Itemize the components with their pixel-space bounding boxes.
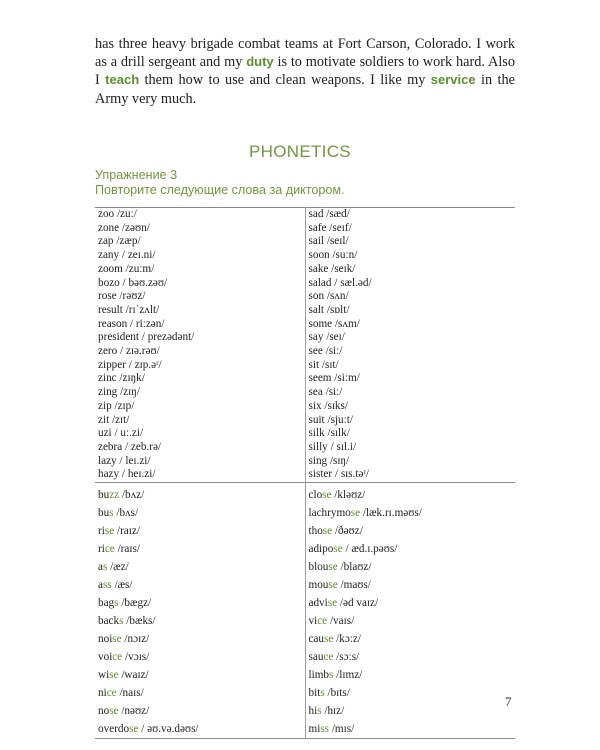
z-word-cell: zip /zɪp/: [95, 400, 305, 414]
right-word-cell: [305, 576, 515, 594]
s-word-cell: see /siː/: [308, 345, 343, 358]
transcription: /əd vaɪz/: [337, 597, 379, 610]
word-stem: ri: [98, 525, 105, 538]
transcription: /naɪs/: [116, 687, 144, 700]
word-stem: bu: [98, 489, 110, 502]
highlighted-letters: s: [329, 669, 334, 682]
table-row: [95, 414, 515, 428]
s-word-cell: sad /sæd/: [305, 208, 515, 222]
s-word-cell: silk /sɪlk/: [308, 427, 350, 440]
table-row: [95, 720, 515, 739]
table-row: [95, 304, 515, 318]
table-row: [95, 208, 515, 222]
right-word-cell: [305, 684, 515, 702]
exercise-label: Упражнение 3: [95, 168, 178, 182]
word-stem: ni: [98, 687, 107, 700]
word-stem: cau: [308, 633, 325, 646]
table-row: [95, 400, 515, 414]
s-word-cell: sit /sɪt/: [308, 358, 339, 371]
highlighted-letters: se: [104, 525, 115, 538]
word-stem: a: [98, 579, 103, 592]
transcription: /waɪz/: [118, 669, 149, 682]
s-word-cell: sea /siː/: [308, 386, 343, 399]
transcription: /bɪts/: [324, 687, 350, 700]
z-word-cell: bozo / bəʊ.zəʊ/: [95, 277, 305, 291]
word-table: [95, 207, 515, 739]
word-stem: wi: [98, 669, 110, 682]
highlighted-letters: s: [102, 561, 108, 574]
highlighted-letters: zz: [109, 489, 120, 502]
s-word-cell: salt /sɒlt/: [308, 303, 350, 316]
right-word-cell: [305, 483, 515, 505]
highlighted-letters: ce: [106, 687, 117, 700]
z-word-cell: rose /rəʊz/: [95, 290, 305, 304]
right-word-cell: [305, 522, 515, 540]
z-word-cell: zap /zæp/: [95, 235, 305, 249]
table-row: [95, 576, 515, 594]
word-stem: adipo: [308, 543, 334, 556]
z-word-cell: zipper / zɪp.əʳ/: [95, 359, 305, 373]
z-word-cell: lazy / leɪ.zi/: [95, 455, 305, 469]
s-word-cell: seem /siːm/: [308, 372, 360, 385]
table-row: [95, 372, 515, 386]
table-row: [95, 345, 515, 359]
highlighted-letters: se: [129, 723, 139, 736]
word-stem: a: [98, 561, 103, 574]
highlighted-letters: s: [119, 615, 124, 628]
table-row: [95, 427, 515, 441]
highlighted-letters: ce: [112, 651, 123, 664]
table-row: [95, 702, 515, 720]
table-row: [95, 386, 515, 400]
highlighted-letters: ce: [323, 651, 334, 664]
word-stem: vi: [308, 615, 318, 628]
transcription: /vaɪs/: [327, 615, 355, 628]
right-word-cell: [305, 702, 515, 720]
word-stem: mou: [308, 579, 329, 592]
left-word-cell: [95, 684, 305, 702]
left-word-cell: [95, 702, 305, 720]
highlight-teach: teach: [105, 72, 140, 88]
left-word-cell: [95, 594, 305, 612]
z-word-cell: hazy / heɪ.zi/: [95, 468, 305, 482]
transcription: /bægz/: [118, 597, 152, 610]
highlighted-letters: se: [324, 633, 334, 646]
table-row: [95, 455, 515, 469]
highlighted-letters: se: [109, 705, 119, 718]
transcription: /vɔɪs/: [122, 651, 150, 664]
highlighted-letters: ss: [102, 579, 112, 592]
right-word-cell: [305, 558, 515, 576]
left-word-cell: [95, 720, 305, 739]
left-word-cell: [95, 630, 305, 648]
z-word-cell: president / prezədənt/: [95, 331, 305, 345]
z-word-cell: zing /zɪŋ/: [95, 386, 305, 400]
highlighted-letters: se: [112, 633, 122, 646]
left-word-cell: [95, 522, 305, 540]
section-title: PHONETICS: [249, 142, 351, 161]
highlighted-letters: s: [114, 597, 119, 610]
z-word-cell: result /rɪˈzʌlt/: [95, 304, 305, 318]
s-word-cell: sake /seɪk/: [308, 262, 356, 275]
z-word-cell: zinc /zɪŋk/: [95, 372, 305, 386]
transcription: /nɔɪz/: [121, 633, 150, 646]
highlighted-letters: s: [109, 507, 114, 520]
s-word-cell: some /sʌm/: [308, 317, 360, 330]
highlighted-letters: se: [328, 579, 338, 592]
transcription: /kləʊz/: [331, 489, 366, 502]
table-row: [95, 558, 515, 576]
word-stem: lachrymo: [308, 507, 351, 520]
left-word-cell: [95, 558, 305, 576]
transcription: /hɪz/: [321, 705, 345, 718]
table-row: [95, 318, 515, 332]
highlighted-letters: se: [109, 669, 119, 682]
word-stem: sau: [308, 651, 324, 664]
table-row: [95, 468, 515, 482]
left-word-cell: [95, 540, 305, 558]
table-row: [95, 648, 515, 666]
table-row: [95, 594, 515, 612]
highlighted-letters: se: [327, 597, 338, 610]
z-word-cell: reason / riːzən/: [95, 318, 305, 332]
table-row: [95, 222, 515, 236]
right-word-cell: [305, 540, 515, 558]
table-row: [95, 522, 515, 540]
highlighted-letters: se: [328, 561, 338, 574]
word-stem: no: [98, 705, 110, 718]
left-word-cell: [95, 576, 305, 594]
transcription: /mɪs/: [329, 723, 355, 736]
highlighted-letters: s: [320, 687, 325, 700]
s-word-cell: suit /sjuːt/: [308, 413, 353, 426]
intro-text-3: them how to use and clean weapons. I like my: [139, 72, 431, 89]
word-stem: hi: [308, 705, 318, 718]
highlighted-letters: ss: [320, 723, 330, 736]
s-word-cell: sing /sɪŋ/: [308, 454, 350, 467]
word-stem: back: [98, 615, 120, 628]
z-word-cell: zero / zɪə.rəʊ/: [95, 345, 305, 359]
transcription: / æd.ɪ.pəʊs/: [342, 543, 398, 556]
s-word-cell: sail /seɪl/: [308, 235, 349, 248]
word-stem: bag: [98, 597, 115, 610]
transcription: /raɪz/: [114, 525, 140, 538]
word-stem: blou: [308, 561, 329, 574]
s-word-cell: sister / sɪs.təʳ/: [308, 468, 370, 481]
z-word-cell: zoom /zuːm/: [95, 263, 305, 277]
z-word-cell: zany / zeɪ.ni/: [95, 249, 305, 263]
transcription: /blaʊz/: [337, 561, 372, 574]
word-stem: tho: [308, 525, 323, 538]
transcription: /nəʊz/: [118, 705, 150, 718]
table-row: [95, 441, 515, 455]
right-word-cell: [305, 720, 515, 739]
left-word-cell: [95, 648, 305, 666]
right-word-cell: [305, 648, 515, 666]
transcription: /æs/: [111, 579, 133, 592]
intro-text-2: is to motivate soldiers to work hard. Also I: [95, 54, 515, 89]
intro-text-4: in the Army very much.: [95, 72, 515, 107]
word-stem: mi: [308, 723, 321, 736]
s-word-cell: six /sɪks/: [308, 399, 348, 412]
word-stem: ri: [98, 543, 105, 556]
table-row: [95, 612, 515, 630]
z-word-cell: zone /zəʊn/: [95, 222, 305, 236]
exercise-header: [95, 168, 515, 198]
word-stem: clo: [308, 489, 323, 502]
s-word-cell: say /seɪ/: [308, 331, 345, 344]
left-word-cell: [95, 666, 305, 684]
s-word-cell: salad / sæl.əd/: [308, 276, 372, 289]
transcription: /bʌs/: [113, 507, 139, 520]
s-word-cell: safe /seɪf/: [308, 221, 352, 234]
transcription: /raɪs/: [114, 543, 140, 556]
table-row: [95, 331, 515, 345]
transcription: / əʊ.və.dəʊs/: [138, 723, 199, 736]
table-row: [95, 235, 515, 249]
table-row: [95, 483, 515, 505]
exercise-instruction: Повторите следующие слова за диктором.: [95, 183, 345, 197]
highlighted-letters: se: [350, 507, 361, 520]
right-word-cell: [305, 612, 515, 630]
table-row: [95, 249, 515, 263]
left-word-cell: [95, 612, 305, 630]
word-stem: advi: [308, 597, 328, 610]
word-stem: bu: [98, 507, 110, 520]
transcription: /maʊs/: [337, 579, 371, 592]
z-word-cell: zit /zɪt/: [95, 414, 305, 428]
table-row: [95, 666, 515, 684]
right-word-cell: [305, 504, 515, 522]
s-word-cell: silly / sɪl.i/: [308, 440, 357, 453]
transcription: /lɪmz/: [333, 669, 363, 682]
table-row: [95, 277, 515, 291]
transcription: /bʌz/: [119, 489, 145, 502]
transcription: /ðəʊz/: [332, 525, 363, 538]
table-row: [95, 630, 515, 648]
word-group-spelling: [95, 483, 515, 739]
highlighted-letters: ce: [104, 543, 115, 556]
s-word-cell: son /sʌn/: [308, 290, 349, 303]
intro-text-1: has three heavy brigade combat teams at Fort Carson, Colorado. I work as a drill sergeant and my: [95, 36, 515, 71]
left-word-cell: [95, 483, 305, 505]
table-row: [95, 504, 515, 522]
word-stem: voi: [98, 651, 113, 664]
transcription: /æz/: [107, 561, 129, 574]
table-row: [95, 359, 515, 373]
highlight-duty: duty: [246, 54, 274, 70]
transcription: /kɔːz/: [333, 633, 362, 646]
right-word-cell: [305, 594, 515, 612]
left-word-cell: [95, 504, 305, 522]
transcription: /sɔːs/: [333, 651, 360, 664]
table-row: [95, 290, 515, 304]
word-stem: limb: [308, 669, 330, 682]
z-word-cell: zoo /zuː/: [95, 208, 305, 222]
table-row: [95, 684, 515, 702]
table-row: [95, 263, 515, 277]
word-stem: bit: [308, 687, 321, 700]
word-group-z-s: [95, 208, 515, 483]
highlighted-letters: s: [317, 705, 322, 718]
word-stem: overdo: [98, 723, 130, 736]
highlighted-letters: ce: [317, 615, 328, 628]
transcription: /bæks/: [123, 615, 156, 628]
right-word-cell: [305, 666, 515, 684]
transcription: /læk.rɪ.məʊs/: [360, 507, 422, 520]
right-word-cell: [305, 630, 515, 648]
z-word-cell: uzi / uː.zi/: [95, 427, 305, 441]
highlighted-letters: se: [333, 543, 343, 556]
highlighted-letters: se: [322, 489, 332, 502]
highlighted-letters: se: [322, 525, 333, 538]
z-word-cell: zebra / zeb.rə/: [95, 441, 305, 455]
word-stem: noi: [98, 633, 113, 646]
table-row: [95, 540, 515, 558]
intro-paragraph: [95, 35, 515, 108]
highlight-service: service: [430, 72, 476, 88]
s-word-cell: soon /suːn/: [308, 249, 358, 262]
page-number: 7: [505, 694, 512, 709]
